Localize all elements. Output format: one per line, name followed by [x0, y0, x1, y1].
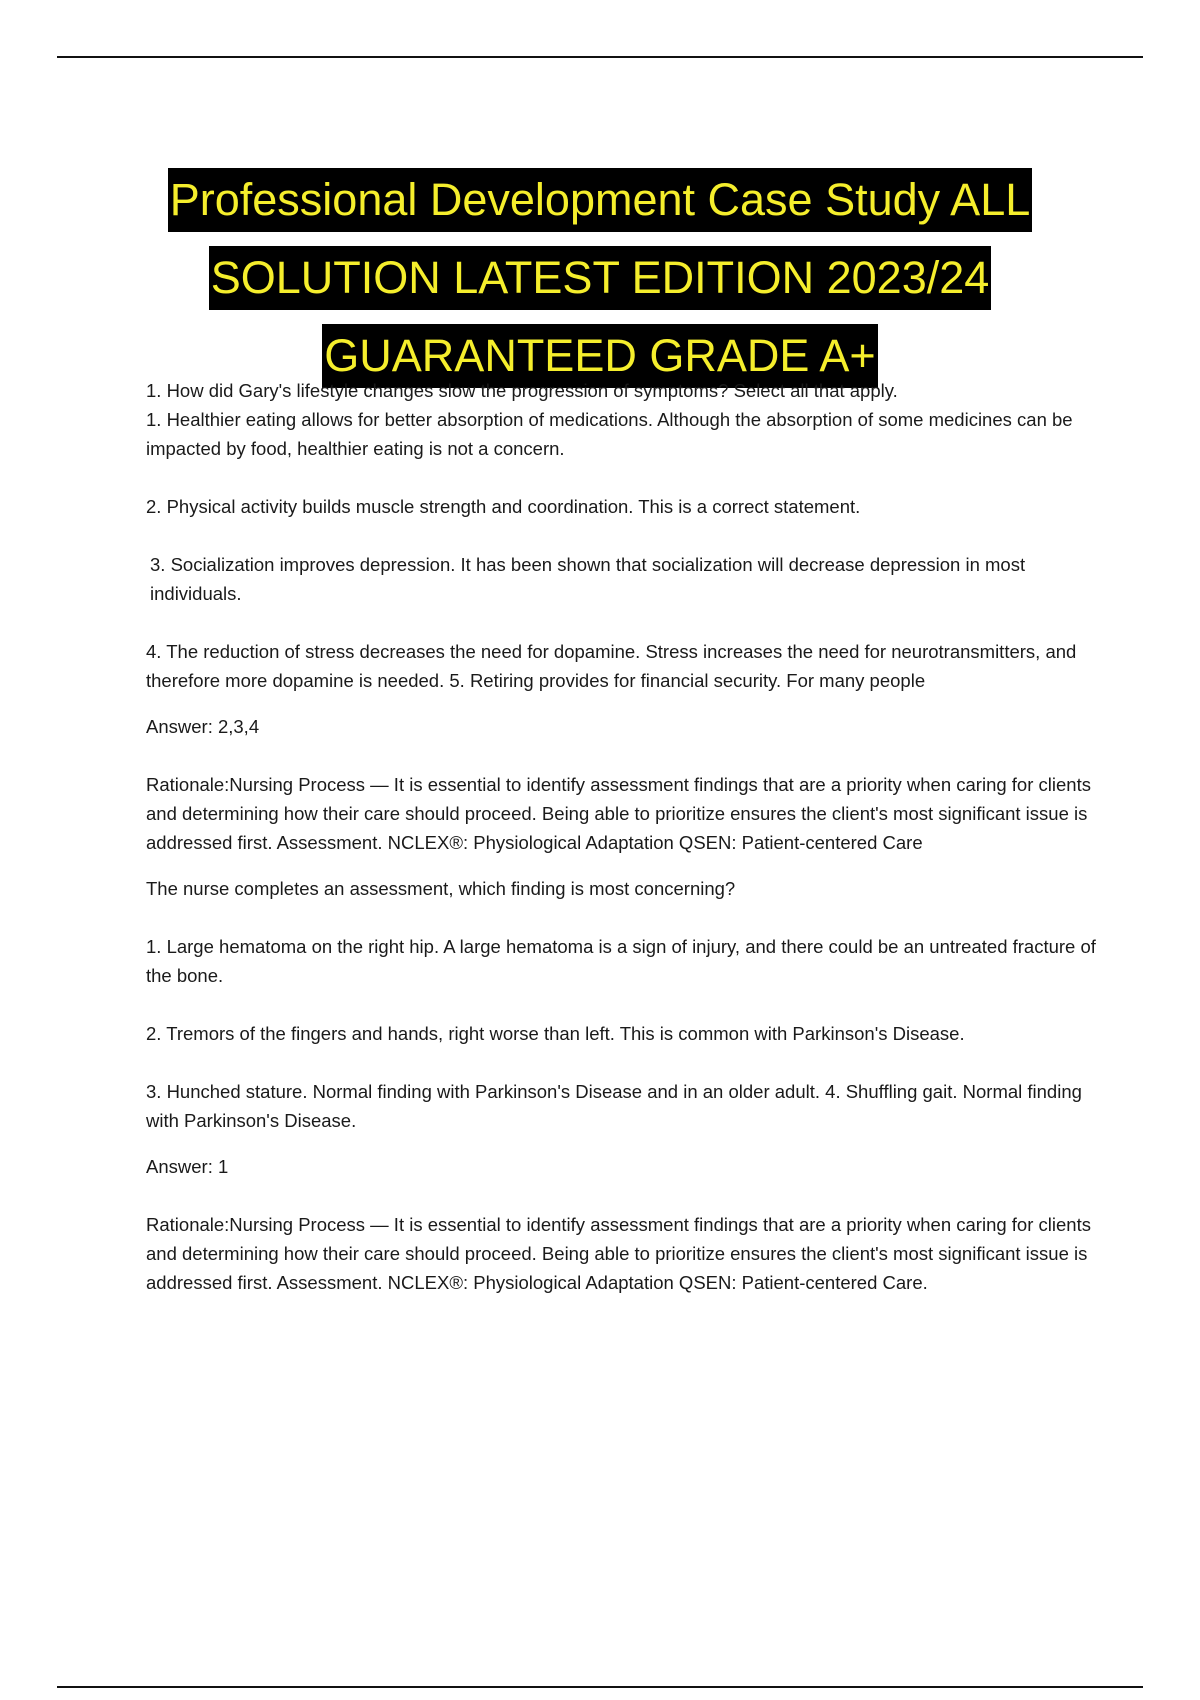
title-line-3: GUARANTEED GRADE A+ [322, 324, 877, 388]
top-rule [57, 56, 1143, 58]
q1-question: 1. How did Gary's lifestyle changes slow the progression of symptoms? Select all that apply. [146, 380, 898, 401]
title-line-2: SOLUTION LATEST EDITION 2023/24 [209, 246, 992, 310]
q2-option-1: 1. Large hematoma on the right hip. A large hematoma is a sign of injury, and there could be an untreated fracture of the bone. [146, 936, 1096, 986]
document-title [0, 168, 1200, 402]
document-body [146, 376, 1096, 1297]
q2-rationale: Rationale:Nursing Process — It is essential to identify assessment findings that are a priority when caring for clients and determining how their care should proceed. Being able to prioritize ensures the client's most significant issue is addressed first. Assessment. NCLEX®: Physiological Adaptation QSEN: Patient-centered Care. [146, 1214, 1091, 1293]
q2-option-3: 3. Hunched stature. Normal finding with Parkinson's Disease and in an older adult. 4. Shuffling gait. Normal finding with Parkinson's Disease. [146, 1081, 1082, 1131]
title-line-1: Professional Development Case Study ALL [168, 168, 1033, 232]
q2-question: The nurse completes an assessment, which finding is most concerning? [146, 878, 736, 899]
q1-answer: Answer: 2,3,4 [146, 716, 260, 737]
bottom-rule [57, 1686, 1143, 1688]
q1-option-1: 1. Healthier eating allows for better absorption of medications. Although the absorption of some medicines can be impacted by food, healthier eating is not a concern. [146, 409, 1073, 459]
q1-rationale: Rationale:Nursing Process — It is essential to identify assessment findings that are a priority when caring for clients and determining how their care should proceed. Being able to prioritize ensures the client's most significant issue is addressed first. Assessment. NCLEX®: Physiological Adaptation QSEN: Patient-centered Care [146, 774, 1091, 853]
q1-option-3: 3. Socialization improves depression. It has been shown that socialization will decrease depression in most individuals. [150, 554, 1026, 604]
q1-option-4: 4. The reduction of stress decreases the need for dopamine. Stress increases the need for neurotransmitters, and therefore more dopamine is needed. 5. Retiring provides for financial security. For many people [146, 641, 1077, 691]
q2-option-2: 2. Tremors of the fingers and hands, right worse than left. This is common with Parkinson's Disease. [146, 1023, 965, 1044]
q1-option-2: 2. Physical activity builds muscle strength and coordination. This is a correct statement. [146, 496, 861, 517]
q2-answer: Answer: 1 [146, 1156, 229, 1177]
